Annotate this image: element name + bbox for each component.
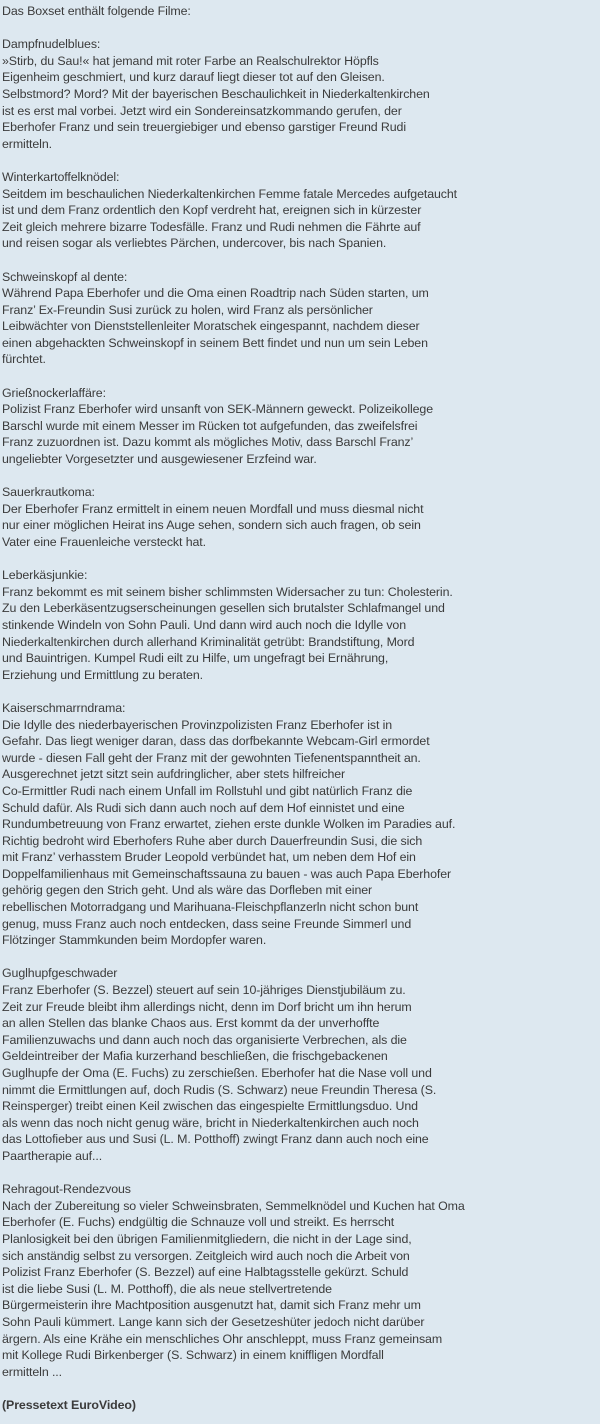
film-section: [2, 1165, 598, 1381]
film-synopsis-line: ist und dem Franz ordentlich den Kopf verdreht hat, ereignen sich in kürzester: [2, 203, 422, 218]
film-synopsis-line: Gefahr. Das liegt weniger daran, dass das dorfbekannte Webcam-Girl ermordet: [2, 734, 430, 749]
film-section: [2, 152, 598, 252]
spacer: [2, 1380, 598, 1397]
film-synopsis-line: nimmt die Ermittlungen auf, doch Rudis (S. Schwarz) neue Freundin Theresa (S.: [2, 1082, 437, 1097]
film-synopsis-line: Eigenheim geschmiert, und kurz darauf liegt dieser tot auf den Gleisen.: [2, 70, 385, 85]
film-title: Kaiserschmarrndrama:: [2, 700, 126, 715]
film-section: [2, 20, 598, 153]
film-synopsis-line: Seitdem im beschaulichen Niederkaltenkirchen Femme fatale Mercedes aufgetaucht: [2, 186, 458, 201]
film-synopsis-line: Reinsperger) treibt einen Keil zwischen das eingespielte Ermittlungsduo. Und: [2, 1099, 418, 1114]
film-synopsis-line: Planlosigkeit bei den übrigen Familienmitgliedern, die nicht in der Lage sind,: [2, 1231, 412, 1246]
spacer: [2, 551, 598, 568]
film-synopsis-line: Vater eine Frauenleiche versteckt hat.: [2, 535, 206, 549]
film-synopsis-line: Franz bekommt es mit seinem bisher schlimmsten Widersacher zu tun: Cholesterin.: [2, 584, 453, 599]
film-synopsis-line: Der Eberhofer Franz ermittelt in einem neuen Mordfall und muss diesmal nicht: [2, 501, 424, 516]
intro-text: Das Boxset enthält folgende Filme:: [2, 4, 191, 18]
film-synopsis-line: Eberhofer Franz und sein treuergiebiger und ebenso garstiger Freund Rudi: [2, 120, 407, 135]
film-title: Winterkartoffelknödel:: [2, 169, 120, 184]
film-synopsis-line: wurde - diesen Fall geht der Franz mit der gewohnten Tiefenentspanntheit an.: [2, 750, 421, 765]
film-synopsis-line: Während Papa Eberhofer und die Oma einen Roadtrip nach Süden starten, um: [2, 286, 429, 301]
film-synopsis-line: »Stirb, du Sau!« hat jemand mit roter Farbe an Realschulrektor Höpfls: [2, 53, 379, 68]
film-synopsis-line: und reisen sogar als verliebtes Pärchen, undercover, bis nach Spanien.: [2, 236, 387, 251]
film-synopsis-line: stinkende Windeln von Sohn Pauli. Und dann wird auch noch die Idylle von: [2, 617, 407, 632]
spacer: [2, 20, 598, 37]
film-synopsis-line: gehörig gegen den Strich geht. Und als wäre das Dorfleben mit einer: [2, 883, 373, 898]
film-synopsis-line: ungeliebter Vorgesetzter und ausgewiesener Erzfeind war.: [2, 452, 317, 467]
film-synopsis-line: Die Idylle des niederbayerischen Provinzpolizisten Franz Eberhofer ist in: [2, 717, 393, 732]
film-title: Guglhupfgeschwader: [2, 966, 118, 981]
film-synopsis-line: Doppelfamilienhaus mit Gemeinschaftssauna zu bauen - was auch Papa Eberhofer: [2, 866, 452, 881]
film-synopsis-line: an allen Stellen das blanke Chaos aus. Erst kommt da der unverhoffte: [2, 1016, 380, 1031]
film-title: Schweinskopf al dente:: [2, 269, 128, 284]
film-synopsis-line: ermitteln.: [2, 136, 52, 151]
film-title: Leberkäsjunkie:: [2, 568, 88, 583]
film-synopsis-line: Erziehung und Ermittlung zu beraten.: [2, 667, 203, 682]
film-synopsis-line: ist die liebe Susi (L. M. Potthoff), die als neue stellvertretende: [2, 1281, 332, 1296]
film-list: [2, 20, 598, 1381]
film-synopsis-line: Richtig bedroht wird Eberhofers Ruhe aber durch Dauerfreundin Susi, die sich: [2, 833, 423, 848]
spacer: [2, 949, 598, 966]
film-synopsis-line: Eberhofer (E. Fuchs) endgültig die Schnauze voll und streikt. Es herrscht: [2, 1215, 395, 1230]
film-section: [2, 683, 598, 949]
spacer: [2, 252, 598, 269]
film-synopsis-line: Franz zuzuordnen ist. Dazu kommt als mögliches Motiv, dass Barschl Franz’: [2, 435, 414, 450]
film-synopsis-line: sich anständig selbst zu versorgen. Zeitgleich wird auch noch die Arbeit von: [2, 1248, 410, 1263]
film-synopsis-line: rebellischen Motorradgang und Marihuana-Fleischpflanzerln nicht schon bunt: [2, 900, 419, 915]
film-synopsis-line: Niederkaltenkirchen durch allerhand Kriminalität getrübt: Brandstiftung, Mord: [2, 634, 415, 649]
film-synopsis-line: Sohn Pauli kümmert. Lange kann sich der Gesetzeshüter jedoch nicht darüber: [2, 1314, 425, 1329]
spacer: [2, 1165, 598, 1182]
film-synopsis-line: fürchtet.: [2, 352, 46, 367]
film-title: Rehragout-Rendezvous: [2, 1182, 131, 1197]
film-title: Dampfnudelblues:: [2, 37, 101, 52]
film-synopsis-line: Schuld dafür. Als Rudi sich dann auch noch auf dem Hof einnistet und eine: [2, 800, 405, 815]
film-synopsis-line: Franz’ Ex-Freundin Susi zurück zu holen, wird Franz als persönlicher: [2, 302, 373, 317]
film-synopsis-line: Barschl wurde mit einem Messer im Rücken tot aufgefunden, das zweifelsfrei: [2, 418, 418, 433]
spacer: [2, 468, 598, 485]
film-section: [2, 368, 598, 468]
spacer: [2, 683, 598, 700]
film-synopsis-line: und Bauintrigen. Kumpel Rudi eilt zu Hilfe, um ungefragt bei Ernährung,: [2, 651, 389, 666]
film-synopsis-line: Polizist Franz Eberhofer (S. Bezzel) auf eine Halbtagsstelle gekürzt. Schuld: [2, 1265, 409, 1280]
film-synopsis-line: Paartherapie auf...: [2, 1148, 103, 1163]
film-section: [2, 468, 598, 551]
film-synopsis-line: Leibwächter von Dienststellenleiter Moratschek eingespannt, nachdem dieser: [2, 319, 420, 334]
film-title: Grießnockerlaffäre:: [2, 385, 106, 400]
film-synopsis-line: Selbstmord? Mord? Mit der bayerischen Beschaulichkeit in Niederkaltenkirchen: [2, 86, 430, 101]
spacer: [2, 152, 598, 169]
film-synopsis-line: Geldeintreiber der Mafia kurzerhand beschließen, die frischgebackenen: [2, 1049, 388, 1064]
film-synopsis-line: Familienzuwachs und dann auch noch das organisierte Verbrechen, als die: [2, 1032, 407, 1047]
film-synopsis-line: ärgern. Als eine Krähe ein menschliches Ohr anschleppt, muss Franz gemeinsam: [2, 1331, 443, 1346]
film-section: [2, 949, 598, 1165]
spacer: [2, 368, 598, 385]
film-synopsis-line: Franz Eberhofer (S. Bezzel) steuert auf sein 10-jähriges Dienstjubiläum zu.: [2, 983, 406, 998]
film-synopsis-line: Bürgermeisterin ihre Machtposition ausgenutzt hat, damit sich Franz mehr um: [2, 1298, 421, 1313]
film-synopsis-line: mit Franz’ verhasstem Bruder Leopold verbündet hat, um neben dem Hof ein: [2, 850, 416, 865]
film-synopsis-line: Zeit gleich mehrere bizarre Todesfälle. Franz und Rudi nehmen die Fährte auf: [2, 219, 421, 234]
film-section: [2, 252, 598, 368]
film-synopsis-line: ist es erst mal vorbei. Jetzt wird ein Sondereinsatzkommando gerufen, der: [2, 103, 402, 118]
film-synopsis-line: als wenn das noch nicht genug wäre, bricht in Niederkaltenkirchen auch noch: [2, 1115, 419, 1130]
film-synopsis-line: Zeit zur Freude bleibt ihm allerdings nicht, denn im Dorf bricht um ihn herum: [2, 999, 412, 1014]
film-synopsis-line: genug, muss Franz auch noch entdecken, dass seine Freunde Simmerl und: [2, 916, 412, 931]
film-synopsis-line: ermitteln ...: [2, 1364, 62, 1379]
film-synopsis-line: Guglhupfe der Oma (E. Fuchs) zu zerschießen. Eberhofer hat die Nase voll und: [2, 1066, 432, 1080]
film-synopsis-line: Ausgerechnet jetzt sitzt sein aufdringlicher, aber stets hilfreicher: [2, 767, 346, 782]
film-synopsis-line: Nach der Zubereitung so vieler Schweinsbraten, Semmelknödel und Kuchen hat Oma: [2, 1198, 465, 1213]
film-synopsis-line: Polizist Franz Eberhofer wird unsanft von SEK-Männern geweckt. Polizeikollege: [2, 402, 434, 417]
film-section: [2, 551, 598, 684]
film-synopsis-line: Zu den Leberkäsentzugserscheinungen gesellen sich brutalster Schlafmangel und: [2, 601, 445, 616]
film-title: Sauerkrautkoma:: [2, 485, 95, 500]
source-credit: (Pressetext EuroVideo): [2, 1397, 136, 1412]
film-synopsis-line: Rundumbetreuung von Franz erwartet, ziehen erste dunkle Wolken im Paradies auf.: [2, 817, 456, 832]
film-synopsis-line: nur einer möglichen Heirat ins Auge sehen, sondern sich auch fragen, ob sein: [2, 518, 421, 533]
film-synopsis-line: einen abgehackten Schweinskopf in seinem Bett findet und nun um sein Leben: [2, 335, 428, 350]
film-synopsis-line: Co-Ermittler Rudi nach einem Unfall im Rollstuhl und gibt natürlich Franz die: [2, 783, 413, 798]
film-synopsis-line: das Lottofieber aus und Susi (L. M. Potthoff) zwingt Franz dann auch noch eine: [2, 1132, 429, 1147]
film-synopsis-line: mit Kollege Rudi Birkenberger (S. Schwarz) in einem kniffligen Mordfall: [2, 1348, 384, 1363]
film-synopsis-line: Flötzinger Stammkunden beim Mordopfer waren.: [2, 933, 267, 948]
